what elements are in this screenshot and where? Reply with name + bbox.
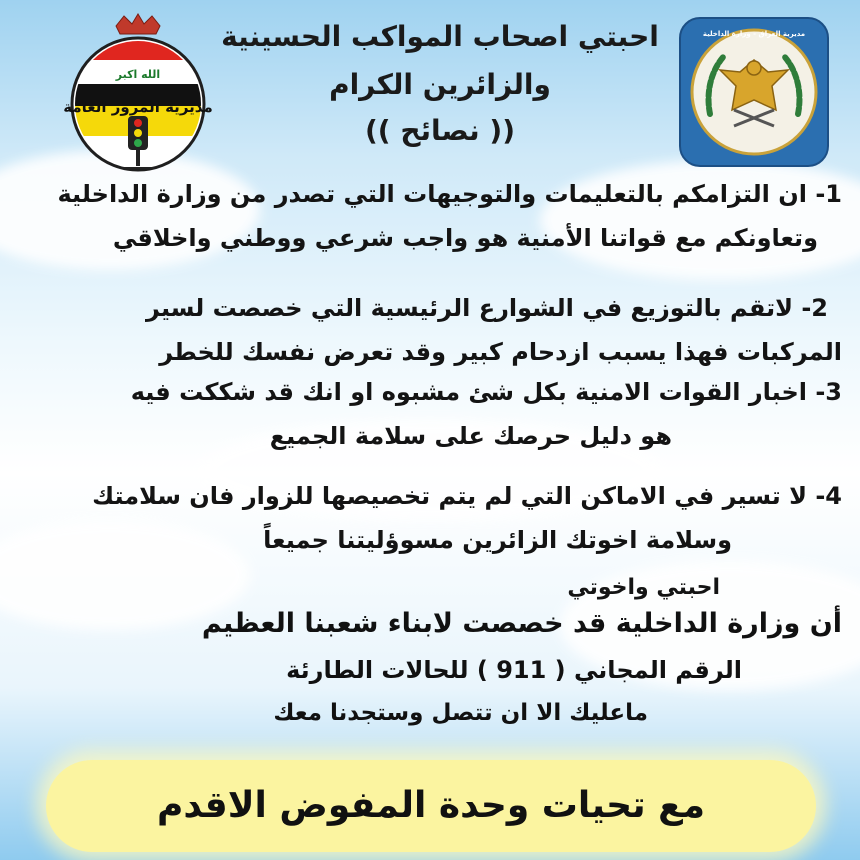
advice-item-2-line2: المركبات فهذا يسبب ازدحام كبير وقد تعرض نفسك للخطر xyxy=(159,338,842,366)
eagle-emblem-icon xyxy=(676,14,832,170)
closing-line2-emergency-number: الرقم المجاني ( 911 ) للحالات الطارئة xyxy=(286,656,742,684)
closing-greeting: احبتي واخوتي xyxy=(567,575,720,600)
flag-text: الله اكبر xyxy=(115,68,161,81)
advice-item-1-line2: وتعاونكم مع قواتنا الأمنية هو واجب شرعي ووطني واخلاقي xyxy=(112,224,818,252)
advice-item-1-line1: 1- ان التزامكم بالتعليمات والتوجيهات التي تصدر من وزارة الداخلية xyxy=(57,180,842,208)
traffic-directorate-logo xyxy=(58,12,218,172)
footer-text: مع تحيات وحدة المفوض الاقدم xyxy=(156,785,706,826)
closing-line1: أن وزارة الداخلية قد خصصت لابناء شعبنا العظيم xyxy=(201,608,842,639)
ministry-emblem-logo xyxy=(676,14,832,170)
advice-item-2-line1: 2- لاتقم بالتوزيع في الشوارع الرئيسية التي خصصت لسير xyxy=(146,294,828,322)
logo-left-text: مديرية المرور العامة xyxy=(63,98,213,116)
traffic-light-icon xyxy=(58,12,218,172)
advice-item-2 xyxy=(12,286,842,374)
advice-item-3-line2: هو دليل حرصك على سلامة الجميع xyxy=(269,422,672,450)
header-title-line2: والزائرين الكرام xyxy=(329,68,551,101)
advice-item-4-line1: 4- لا تسير في الاماكن التي لم يتم تخصيصها للزوار فان سلامتك xyxy=(92,482,842,510)
advice-item-4-line2: وسلامة اخوتك الزائرين مسوؤليتنا جميعاً xyxy=(263,526,732,554)
emblem-ring-text: مديرية العراق - وزارة الداخلية xyxy=(702,30,806,38)
advice-item-1 xyxy=(12,172,842,260)
advice-item-3-line1: 3- اخبار القوات الامنية بكل شئ مشبوه او انك قد شككت فيه xyxy=(130,378,842,406)
header-title-advice: (( نصائح )) xyxy=(365,114,515,147)
advice-item-3 xyxy=(12,370,842,458)
header-title-line1: احبتي اصحاب المواكب الحسينية xyxy=(221,20,659,53)
advice-item-4 xyxy=(12,474,842,562)
closing-line3: ماعليك الا ان تتصل وستجدنا معك xyxy=(273,700,648,726)
